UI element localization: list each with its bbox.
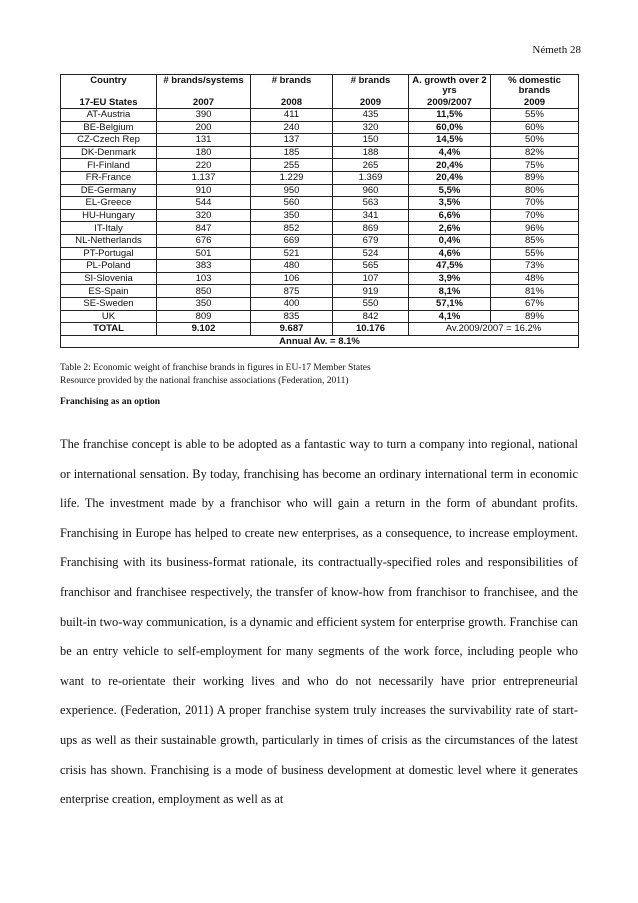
subheader-2009-domestic: 2009 bbox=[491, 96, 579, 109]
cell-brands-2007: 180 bbox=[157, 146, 251, 159]
annual-average: Annual Av. = 8.1% bbox=[61, 335, 579, 348]
cell-domestic: 81% bbox=[491, 285, 579, 298]
cell-growth: 11,5% bbox=[409, 109, 491, 122]
cell-country: ES-Spain bbox=[61, 285, 157, 298]
cell-domestic: 89% bbox=[491, 310, 579, 323]
subheader-2009: 2009 bbox=[333, 96, 409, 109]
header-domestic: % domestic brands bbox=[491, 75, 579, 97]
cell-country: UK bbox=[61, 310, 157, 323]
cell-brands-2007: 850 bbox=[157, 285, 251, 298]
table-header-row bbox=[61, 75, 579, 97]
cell-domestic: 82% bbox=[491, 146, 579, 159]
cell-brands-2009: 869 bbox=[333, 222, 409, 235]
cell-brands-2008: 835 bbox=[251, 310, 333, 323]
table-row bbox=[61, 310, 579, 323]
total-2007: 9.102 bbox=[157, 323, 251, 336]
cell-country: SI-Slovenia bbox=[61, 272, 157, 285]
cell-brands-2009: 265 bbox=[333, 159, 409, 172]
cell-brands-2009: 919 bbox=[333, 285, 409, 298]
table-row bbox=[61, 121, 579, 134]
table-row bbox=[61, 285, 579, 298]
cell-domestic: 85% bbox=[491, 234, 579, 247]
header-country: Country bbox=[61, 75, 157, 97]
cell-brands-2007: 676 bbox=[157, 234, 251, 247]
cell-growth: 4,4% bbox=[409, 146, 491, 159]
cell-domestic: 55% bbox=[491, 109, 579, 122]
cell-country: HU-Hungary bbox=[61, 209, 157, 222]
cell-country: EL-Greece bbox=[61, 197, 157, 210]
cell-brands-2008: 669 bbox=[251, 234, 333, 247]
cell-brands-2008: 852 bbox=[251, 222, 333, 235]
cell-country: CZ-Czech Rep bbox=[61, 134, 157, 147]
table-row bbox=[61, 134, 579, 147]
cell-brands-2008: 350 bbox=[251, 209, 333, 222]
annual-average-row bbox=[61, 335, 579, 348]
cell-domestic: 70% bbox=[491, 197, 579, 210]
cell-growth: 3,9% bbox=[409, 272, 491, 285]
header-growth: A. growth over 2 yrs bbox=[409, 75, 491, 97]
cell-domestic: 67% bbox=[491, 297, 579, 310]
header-brands-2008: # brands bbox=[251, 75, 333, 97]
cell-brands-2008: 137 bbox=[251, 134, 333, 147]
cell-brands-2007: 320 bbox=[157, 209, 251, 222]
section-heading: Franchising as an option bbox=[60, 397, 161, 407]
total-average-growth: Av.2009/2007 = 16.2% bbox=[409, 323, 579, 336]
table-subheader-row bbox=[61, 96, 579, 109]
cell-brands-2009: 679 bbox=[333, 234, 409, 247]
cell-growth: 0,4% bbox=[409, 234, 491, 247]
running-head: Németh 28 bbox=[532, 44, 581, 56]
cell-growth: 14,5% bbox=[409, 134, 491, 147]
cell-brands-2008: 1.229 bbox=[251, 171, 333, 184]
caption-title: Table 2: Economic weight of franchise brands in figures in EU-17 Member States bbox=[60, 363, 371, 373]
cell-brands-2009: 524 bbox=[333, 247, 409, 260]
cell-brands-2009: 320 bbox=[333, 121, 409, 134]
cell-brands-2007: 383 bbox=[157, 260, 251, 273]
total-2009: 10.176 bbox=[333, 323, 409, 336]
cell-brands-2009: 150 bbox=[333, 134, 409, 147]
table-row bbox=[61, 234, 579, 247]
total-row bbox=[61, 323, 579, 336]
cell-growth: 4,6% bbox=[409, 247, 491, 260]
cell-brands-2007: 200 bbox=[157, 121, 251, 134]
cell-domestic: 70% bbox=[491, 209, 579, 222]
cell-growth: 60,0% bbox=[409, 121, 491, 134]
cell-domestic: 73% bbox=[491, 260, 579, 273]
table-caption bbox=[60, 362, 371, 388]
subheader-2007: 2007 bbox=[157, 96, 251, 109]
cell-country: NL-Netherlands bbox=[61, 234, 157, 247]
cell-country: SE-Sweden bbox=[61, 297, 157, 310]
cell-brands-2007: 350 bbox=[157, 297, 251, 310]
cell-brands-2007: 544 bbox=[157, 197, 251, 210]
cell-domestic: 75% bbox=[491, 159, 579, 172]
cell-country: IT-Italy bbox=[61, 222, 157, 235]
cell-brands-2008: 950 bbox=[251, 184, 333, 197]
cell-brands-2007: 809 bbox=[157, 310, 251, 323]
cell-country: DK-Denmark bbox=[61, 146, 157, 159]
cell-country: PL-Poland bbox=[61, 260, 157, 273]
cell-growth: 20,4% bbox=[409, 171, 491, 184]
cell-country: PT-Portugal bbox=[61, 247, 157, 260]
table-row bbox=[61, 272, 579, 285]
cell-domestic: 96% bbox=[491, 222, 579, 235]
total-label: TOTAL bbox=[61, 323, 157, 336]
caption-source: Resource provided by the national franchise associations (Federation, 2011) bbox=[60, 376, 349, 386]
body-paragraph: The franchise concept is able to be adopted as a fantastic way to turn a company into regional, national or international sensation. By today, franchising has become an ordinary international term in economic life. The investment made by a franchisor who will gain a return in the form of abundant profits. Franchising in Europe has helped to create new enterprises, as a consequence, to increase employment. Franchising with its business-format rationale, its contractually-specified roles and responsibilities of franchisor and franchisee respectively, the transfer of know-how from franchisor to franchisee, and the built-in two-way communication, is a dynamic and efficient system for enterprise growth. Franchise can be an entry vehicle to self-employment for many segments of the work force, including people who want to re-orientate their working lives and who do not necessarily have prior entrepreneurial experience. (Federation, 2011) A proper franchise system truly increases the survivability rate of start-ups as well as their sustainable growth, particularly in times of crisis as the circumstances of the latest crisis has shown. Franchising is a mode of business development at domestic level where it generates enterprise creation, employment as well as at bbox=[60, 437, 578, 807]
table-body bbox=[61, 109, 579, 323]
cell-growth: 57,1% bbox=[409, 297, 491, 310]
cell-growth: 47,5% bbox=[409, 260, 491, 273]
cell-brands-2008: 255 bbox=[251, 159, 333, 172]
cell-brands-2007: 847 bbox=[157, 222, 251, 235]
cell-domestic: 60% bbox=[491, 121, 579, 134]
subheader-period: 2009/2007 bbox=[409, 96, 491, 109]
table-row bbox=[61, 247, 579, 260]
header-brands-2007: # brands/systems bbox=[157, 75, 251, 97]
cell-brands-2008: 521 bbox=[251, 247, 333, 260]
cell-brands-2009: 960 bbox=[333, 184, 409, 197]
cell-growth: 2,6% bbox=[409, 222, 491, 235]
cell-country: FR-France bbox=[61, 171, 157, 184]
cell-brands-2007: 910 bbox=[157, 184, 251, 197]
cell-brands-2008: 400 bbox=[251, 297, 333, 310]
table-row bbox=[61, 159, 579, 172]
cell-country: BE-Belgium bbox=[61, 121, 157, 134]
cell-growth: 8,1% bbox=[409, 285, 491, 298]
cell-growth: 4,1% bbox=[409, 310, 491, 323]
table-row bbox=[61, 209, 579, 222]
cell-brands-2008: 411 bbox=[251, 109, 333, 122]
cell-brands-2007: 501 bbox=[157, 247, 251, 260]
cell-domestic: 55% bbox=[491, 247, 579, 260]
table-row bbox=[61, 109, 579, 122]
cell-brands-2007: 220 bbox=[157, 159, 251, 172]
total-2008: 9.687 bbox=[251, 323, 333, 336]
subheader-2008: 2008 bbox=[251, 96, 333, 109]
cell-brands-2008: 240 bbox=[251, 121, 333, 134]
cell-growth: 6,6% bbox=[409, 209, 491, 222]
cell-growth: 20,4% bbox=[409, 159, 491, 172]
table-row bbox=[61, 297, 579, 310]
cell-brands-2008: 106 bbox=[251, 272, 333, 285]
cell-brands-2007: 131 bbox=[157, 134, 251, 147]
cell-domestic: 48% bbox=[491, 272, 579, 285]
table-row bbox=[61, 222, 579, 235]
cell-brands-2008: 875 bbox=[251, 285, 333, 298]
cell-domestic: 89% bbox=[491, 171, 579, 184]
cell-country: DE-Germany bbox=[61, 184, 157, 197]
cell-brands-2007: 103 bbox=[157, 272, 251, 285]
cell-growth: 3,5% bbox=[409, 197, 491, 210]
cell-brands-2007: 390 bbox=[157, 109, 251, 122]
cell-brands-2009: 435 bbox=[333, 109, 409, 122]
subheader-states: 17-EU States bbox=[61, 96, 157, 109]
cell-growth: 5,5% bbox=[409, 184, 491, 197]
header-brands-2009: # brands bbox=[333, 75, 409, 97]
cell-brands-2009: 341 bbox=[333, 209, 409, 222]
table-row bbox=[61, 171, 579, 184]
cell-brands-2008: 480 bbox=[251, 260, 333, 273]
cell-country: AT-Austria bbox=[61, 109, 157, 122]
cell-brands-2009: 842 bbox=[333, 310, 409, 323]
cell-brands-2008: 560 bbox=[251, 197, 333, 210]
cell-brands-2009: 188 bbox=[333, 146, 409, 159]
table-row bbox=[61, 197, 579, 210]
table-row bbox=[61, 146, 579, 159]
cell-brands-2009: 550 bbox=[333, 297, 409, 310]
cell-domestic: 50% bbox=[491, 134, 579, 147]
cell-brands-2009: 107 bbox=[333, 272, 409, 285]
cell-brands-2009: 1.369 bbox=[333, 171, 409, 184]
cell-brands-2007: 1.137 bbox=[157, 171, 251, 184]
table-row bbox=[61, 184, 579, 197]
table-row bbox=[61, 260, 579, 273]
cell-brands-2009: 565 bbox=[333, 260, 409, 273]
cell-domestic: 80% bbox=[491, 184, 579, 197]
cell-brands-2008: 185 bbox=[251, 146, 333, 159]
franchise-brands-table bbox=[60, 74, 579, 348]
cell-country: FI-Finland bbox=[61, 159, 157, 172]
cell-brands-2009: 563 bbox=[333, 197, 409, 210]
